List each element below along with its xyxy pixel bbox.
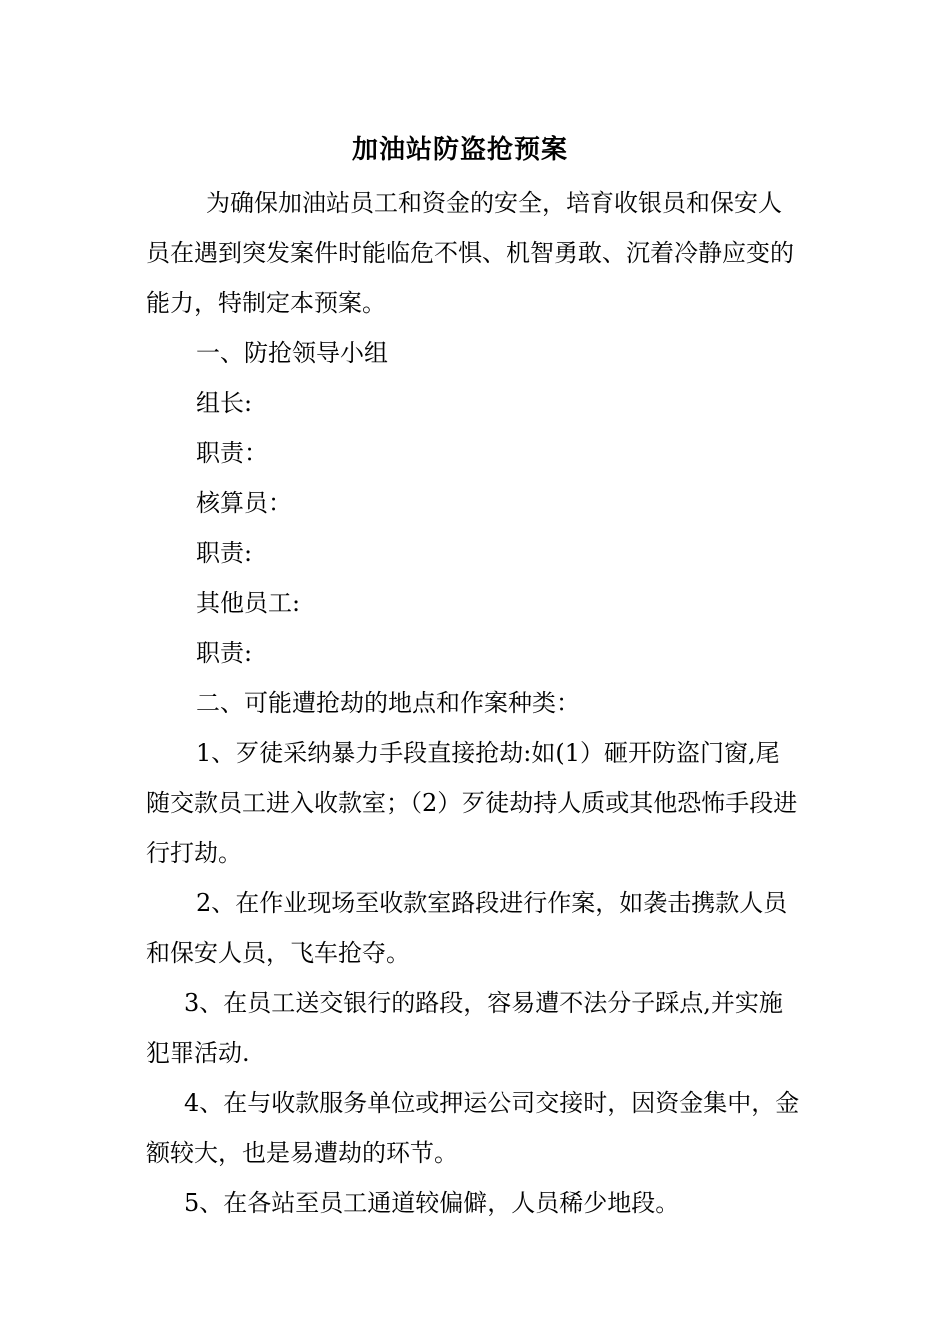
list-item: 2、在作业现场至收款室路段进行作案，如袭击携款人员和保安人员，飞车抢夺。: [146, 889, 788, 967]
field-label-duty: 职责:: [196, 539, 253, 567]
document-title: 加油站防盗抢预案: [351, 135, 568, 165]
list-item: 1、歹徒采纳暴力手段直接抢劫:如(1）砸开防盗门窗,尾随交款员工进入收款室；（2）歹徒劫持人质或其他恐怖手段进行打劫。: [146, 739, 798, 867]
field-label-duty: 职责:: [196, 639, 253, 667]
list-item: 3、在员工送交银行的路段，容易遭不法分子踩点,并实施犯罪活动.: [146, 989, 783, 1067]
field-label-duty: 职责：: [196, 439, 268, 467]
field-label-leader: 组长:: [196, 389, 253, 417]
field-label-other-staff: 其他员工:: [196, 589, 301, 617]
section-heading-2: 二、可能遭抢劫的地点和作案种类：: [196, 689, 580, 717]
field-label-accountant: 核算员：: [196, 489, 292, 517]
intro-paragraph: 为确保加油站员工和资金的安全，培育收银员和保安人员在遇到突发案件时能临危不惧、机智勇敢、沉着冷静应变的能力，特制定本预案。: [146, 189, 794, 317]
list-item: 4、在与收款服务单位或押运公司交接时，因资金集中，金额较大，也是易遭劫的环节。: [146, 1089, 800, 1167]
section-heading-1: 一、防抢领导小组: [196, 339, 388, 367]
list-item: 5、在各站至员工通道较偏僻，人员稀少地段。: [184, 1189, 680, 1217]
